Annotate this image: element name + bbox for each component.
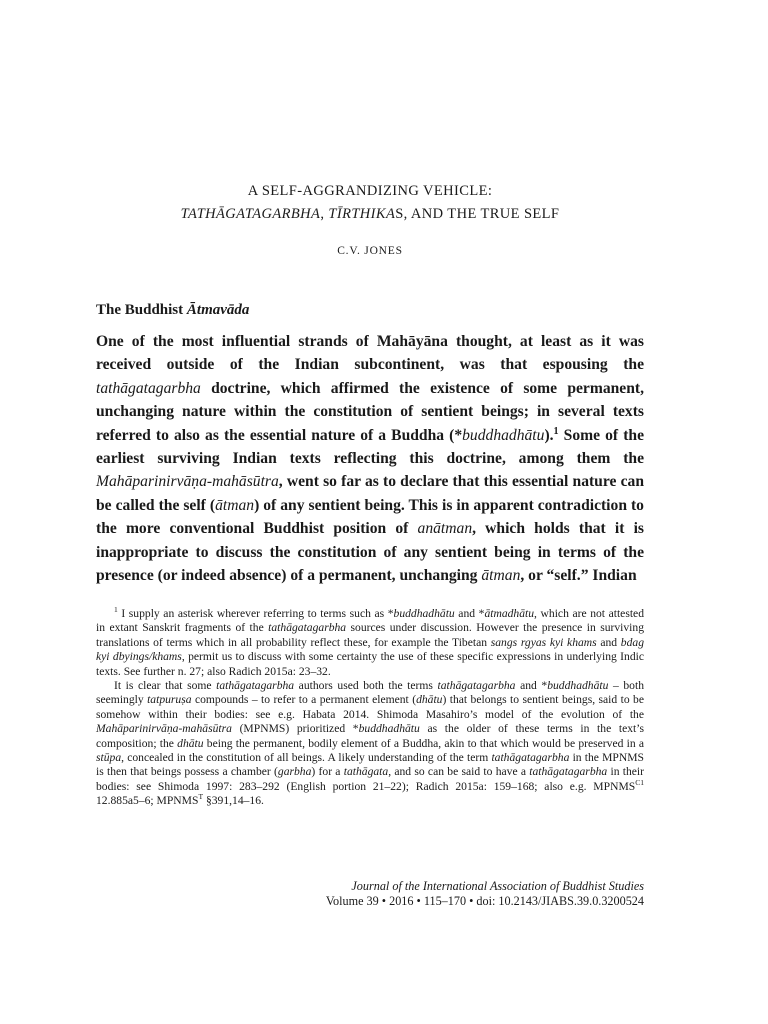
- title-term-tirthika: TĪRTHIKA: [328, 206, 396, 222]
- journal-citation: [326, 879, 644, 909]
- journal-name: Journal of the International Association of Buddhist Studies: [351, 879, 644, 893]
- title-line-1: A SELF-AGGRANDIZING VEHICLE:: [247, 183, 493, 199]
- section-heading: The Buddhist Ātmavāda: [96, 302, 250, 318]
- title-term-tathagatagarbha: TATHĀGATAGARBHA: [180, 206, 321, 222]
- footnotes: [96, 607, 644, 809]
- footnote-1: $^1$ I supply an asterisk wherever referring to terms such as *buddhadhātu and *ātmadhātu, which are not attested in extant Sanskrit fragments of the tathāgatagarbha sources under discussion. However the presence in surviving translations of terms which in all probability reflect these, for example the Tibetan sangs rgyas kyi khams and bdag kyi dbyings/khams, permit us to discuss with some certainty the use of these specific expressions in underlying Indic texts. See further n. 27; also Radich 2015a: 23–32.: [96, 605, 644, 678]
- body-paragraph: One of the most influential strands of Mahāyāna thought, at least as it was received outside of the Indian subcontinent, was that espousing the tathāgatagarbha doctrine, which affirmed the existence of some permanent, unchanging nature within the constitution of sentient beings; in several texts referred to also as the essential nature of a Buddha (*buddhadhātu).$^1$ Some of the earliest surviving Indian texts reflecting this doctrine, among them the Mahāparinirvāṇa-mahāsūtra, went so far as to declare that this essential nature can be called the self (ātman) of any sentient being. This is in apparent contradiction to the more conventional Buddhist position of anātman, which holds that it is inappropriate to discuss the constitution of any sentient being in terms of the presence (or indeed absence) of a permanent, unchanging ātman, or “self.” Indian: [96, 333, 644, 585]
- article-page: [96, 0, 644, 1024]
- journal-details: Volume 39 • 2016 • 115–170 • doi: 10.2143/JIABS.39.0.3200524: [325, 894, 644, 908]
- author-name: C.V. JONES: [337, 245, 403, 257]
- footnote-ref-1: 1: [553, 425, 559, 437]
- footnote-1-continued: It is clear that some tathāgatagarbha authors used both the terms tathāgatagarbha and *buddhadhātu – both seemingly tatpuruṣa compounds – to refer to a permanent element (dhātu) that belongs to sentient beings, said to be somehow within their bodies: see e.g. Habata 2014. Shimoda Masahiro’s model of the evolution of the Mahāparinirvāṇa-mahāsūtra (MPNMS) prioritized *buddhadhātu as the older of these terms in the text’s composition; the dhātu being the permanent, bodily element of a Buddha, akin to that which would be preserved in a stūpa, concealed in the constitution of all beings. A likely understanding of the term tathāgatagarbha in the MPNMS is then that beings possess a chamber (garbha) for a tathāgata, and so can be said to have a tathāgatagarbha in their bodies: see Shimoda 1997: 283–292 (English portion 21–22); Radich 2015a: 159–168; also e.g. $MPNMS^{C1}$ 12.885a5–6; $MPNMS^T$ §391,14–16.: [96, 679, 645, 808]
- title-line-2: TATHĀGATAGARBHA, TĪRTHIKAS, AND THE TRUE SELF: [180, 206, 560, 222]
- article-title: [96, 180, 644, 226]
